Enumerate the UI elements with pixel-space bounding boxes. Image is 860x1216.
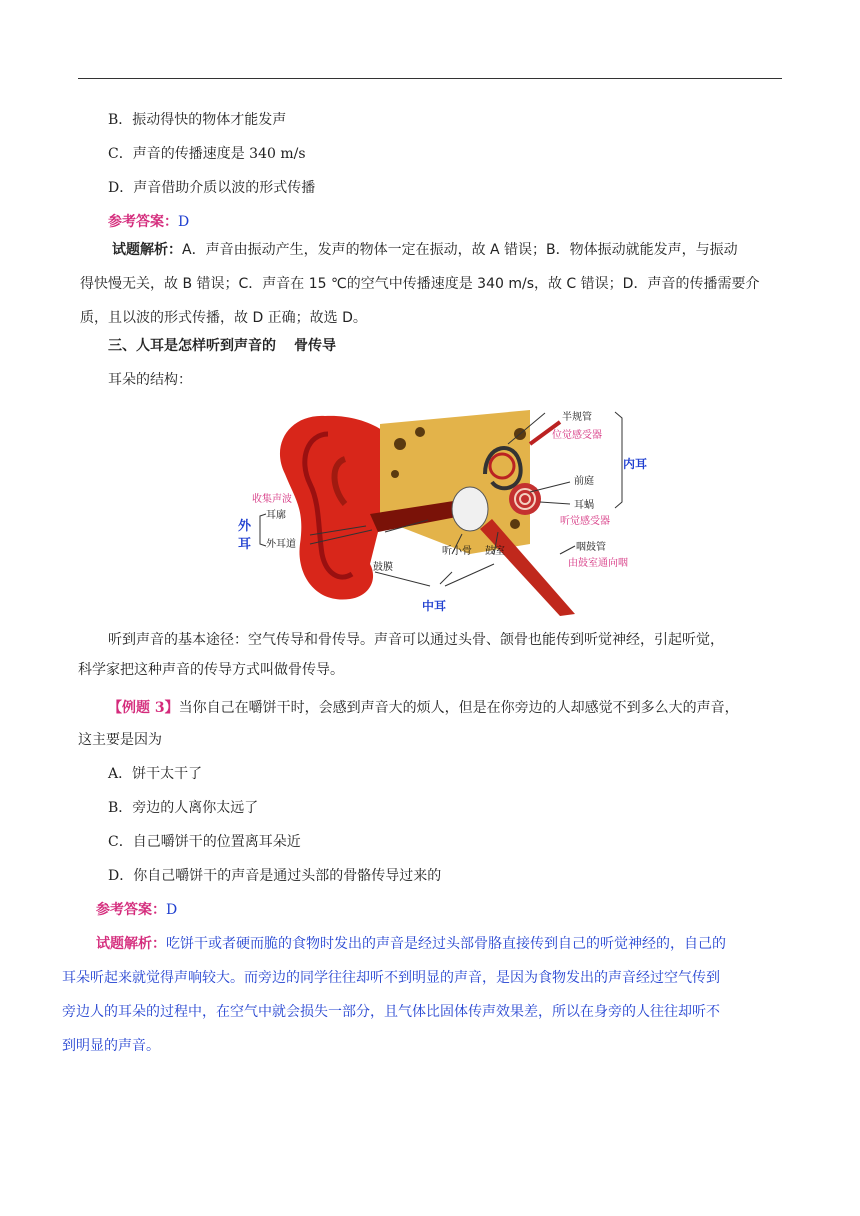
analysis-2-line-2: 耳朵听起来就觉得声响较大。而旁边的同学往往却听不到明显的声音，是因为食物发出的声音经过空气传到 bbox=[62, 970, 720, 986]
option-d: D．声音借助介质以波的形式传播 bbox=[108, 180, 316, 196]
label-hearing-receptor: 听觉感受器 bbox=[560, 516, 610, 527]
label-position-receptor: 位觉感受器 bbox=[552, 430, 602, 441]
middle-ear-cavity bbox=[452, 487, 488, 531]
label-vestibule: 前庭 bbox=[574, 476, 594, 487]
label-collect-sound: 收集声波 bbox=[252, 494, 292, 505]
temporal-bone bbox=[380, 410, 530, 554]
label-auricle: 耳廓 bbox=[266, 510, 286, 521]
example-option-b: B．旁边的人离你太远了 bbox=[108, 800, 259, 816]
example-option-c: C．自己嚼饼干的位置离耳朵近 bbox=[108, 834, 301, 850]
answer-1 bbox=[108, 212, 189, 232]
example-label: 【例题 3】 bbox=[108, 700, 179, 716]
analysis-1-line-3: 质，且以波的形式传播，故 D 正确；故选 D。 bbox=[80, 310, 367, 326]
analysis-label: 试题解析： bbox=[112, 242, 182, 258]
label-eardrum: 鼓膜 bbox=[373, 562, 393, 573]
answer-label: 参考答案： bbox=[108, 214, 178, 230]
example-option-d: D．你自己嚼饼干的声音是通过头部的骨骼传导过来的 bbox=[108, 868, 442, 884]
paragraph-line-1: 听到声音的基本途径：空气传导和骨传导。声音可以通过头骨、颌骨也能传到听觉神经，引起听觉， bbox=[108, 632, 724, 648]
answer-value: D bbox=[166, 902, 178, 918]
paragraph-line-2: 科学家把这种声音的传导方式叫做骨传导。 bbox=[78, 662, 344, 678]
analysis-2-line-1: 试题解析：吃饼干或者硬而脆的食物时发出的声音是经过头部骨胳直接传到自己的听觉神经的，自己的 bbox=[96, 936, 726, 952]
label-outer-ear-2: 耳 bbox=[238, 537, 252, 552]
label-outer-ear-1: 外 bbox=[238, 519, 252, 534]
option-c: C．声音的传播速度是 340 m/s bbox=[108, 146, 306, 162]
answer-value: D bbox=[178, 214, 190, 230]
analysis-label: 试题解析： bbox=[96, 936, 166, 952]
example-3-line-2: 这主要是因为 bbox=[78, 732, 162, 748]
analysis-1-line-1: 试题解析：A．声音由振动产生，发声的物体一定在振动，故 A 错误；B．物体振动就能发声，与振动 bbox=[112, 242, 738, 258]
answer-2 bbox=[96, 900, 177, 920]
section-heading: 三、人耳是怎样听到声音的 骨传导 bbox=[108, 338, 336, 354]
label-eustachian: 咽鼓管 bbox=[576, 542, 606, 553]
ear-structure-diagram bbox=[230, 404, 650, 616]
ear-intro: 耳朵的结构： bbox=[108, 372, 192, 388]
label-tympanic-cavity: 鼓室 bbox=[485, 546, 505, 557]
header-rule bbox=[78, 78, 782, 79]
label-eustachian-desc: 由鼓室通向咽 bbox=[568, 558, 628, 569]
label-ossicles: 听小骨 bbox=[442, 546, 472, 557]
label-middle-ear: 中耳 bbox=[422, 599, 447, 613]
label-semicircular: 半规管 bbox=[562, 412, 592, 423]
cochlea-shape bbox=[509, 483, 541, 515]
analysis-1-line-2: 得快慢无关，故 B 错误；C．声音在 15 ℃的空气中传播速度是 340 m/s，故 C 错误；D．声音的传播需要介 bbox=[80, 276, 760, 292]
example-3-line-1: 【例题 3】当你自己在嚼饼干时，会感到声音大的烦人，但是在你旁边的人却感觉不到多么大的声音， bbox=[108, 700, 739, 716]
answer-label: 参考答案： bbox=[96, 902, 166, 918]
analysis-2-line-3: 旁边人的耳朵的过程中，在空气中就会损失一部分，且气体比固体传声效果差，所以在身旁的人往往却听不 bbox=[62, 1004, 720, 1020]
label-cochlea: 耳蜗 bbox=[574, 500, 594, 511]
label-inner-ear: 内耳 bbox=[623, 457, 648, 471]
label-ear-canal: 外耳道 bbox=[266, 539, 296, 550]
analysis-2-line-4: 到明显的声音。 bbox=[62, 1038, 160, 1054]
example-option-a: A．饼干太干了 bbox=[108, 766, 203, 782]
option-b: B．振动得快的物体才能发声 bbox=[108, 112, 287, 128]
